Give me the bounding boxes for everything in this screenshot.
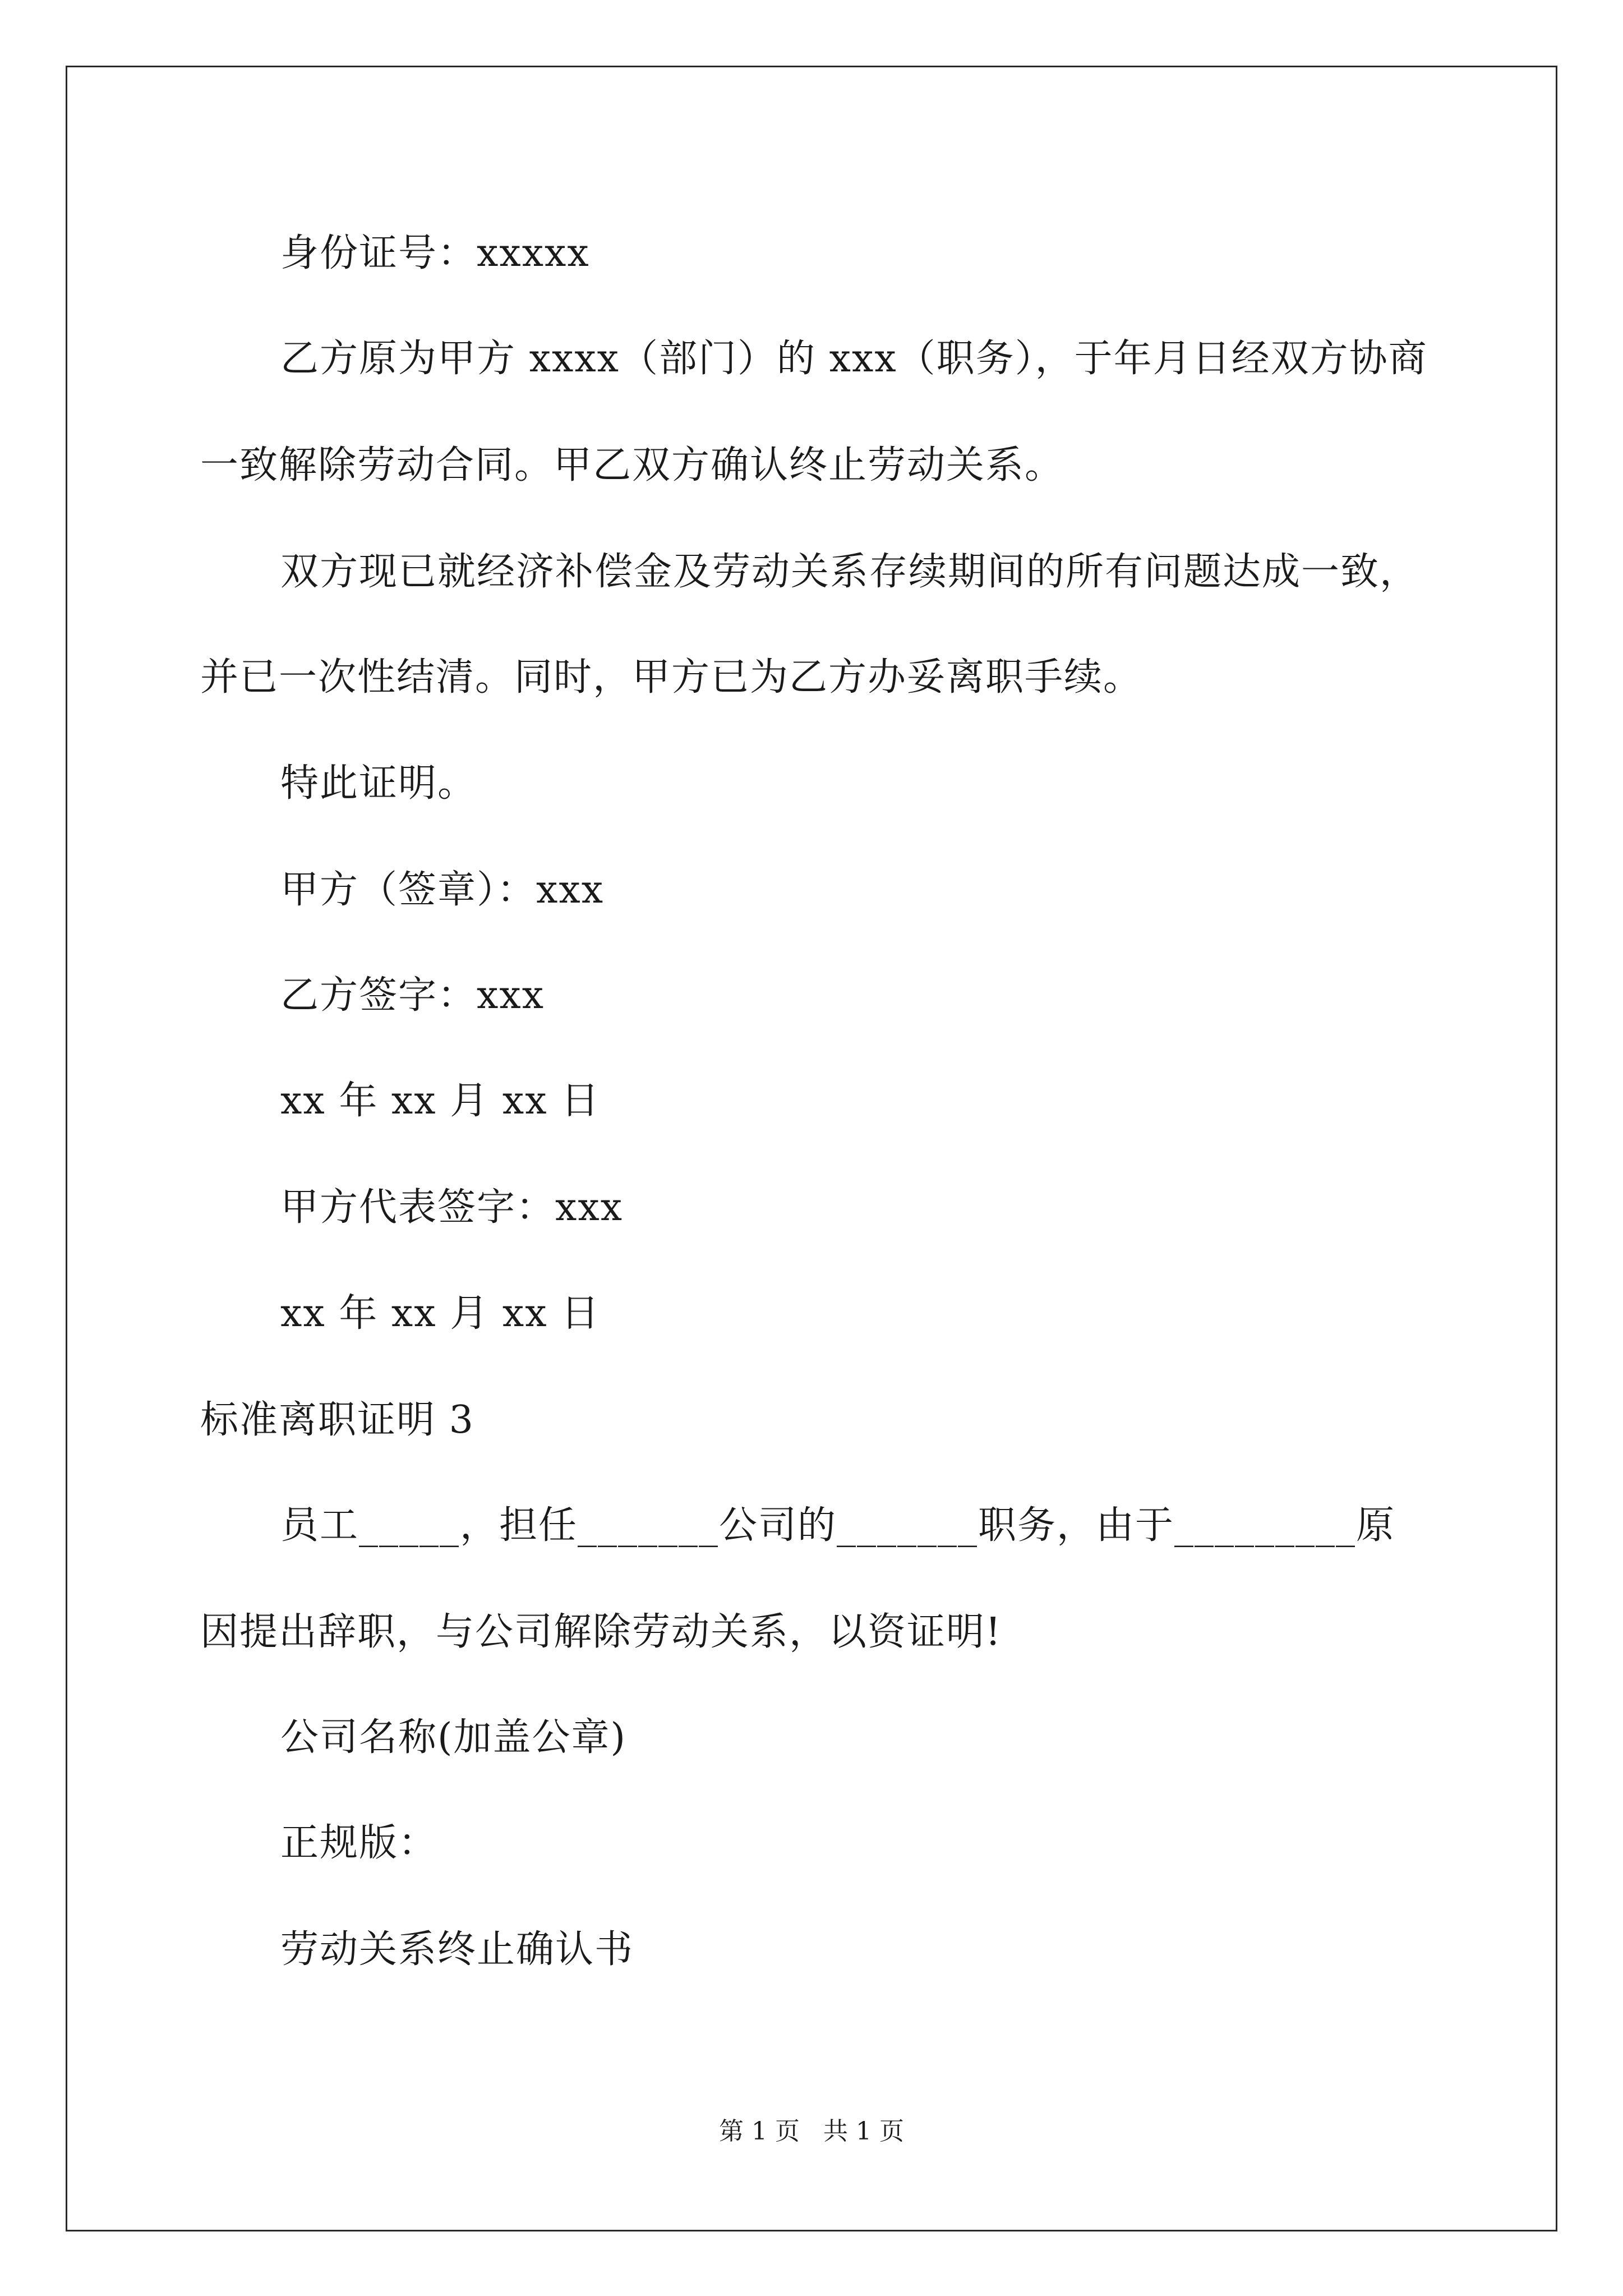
section-title: 标准离职证明 3 [200, 1398, 474, 1442]
page-border [66, 66, 1557, 2231]
certification-line: 特此证明。 [280, 761, 477, 806]
party-b-signature-line: 乙方签字：xxx [280, 973, 545, 1018]
body-paragraph-line: 乙方原为甲方 xxxx（部门）的 xxx（职务），于年月日经双方协商 [280, 337, 1428, 381]
version-label-line: 正规版： [280, 1821, 438, 1865]
body-paragraph-line: 因提出辞职，与公司解除劳动关系，以资证明! [200, 1610, 1002, 1654]
date-line: xx 年 xx 月 xx 日 [280, 1291, 601, 1336]
body-paragraph-line: 一致解除劳动合同。甲乙双方确认终止劳动关系。 [200, 443, 1064, 487]
body-paragraph-line: 员工_____，担任_______公司的_______职务，由于_________原 [280, 1503, 1396, 1548]
company-name-line: 公司名称(加盖公章) [280, 1715, 627, 1760]
body-paragraph-line: 双方现已就经济补偿金及劳动关系存续期间的所有问题达成一致， [280, 550, 1419, 594]
date-line: xx 年 xx 月 xx 日 [280, 1079, 601, 1123]
page-number-footer: 第 1 页 共 1 页 [719, 2117, 904, 2146]
body-paragraph-line: 并已一次性结清。同时，甲方已为乙方办妥离职手续。 [200, 655, 1143, 700]
party-a-rep-signature-line: 甲方代表签字：xxx [280, 1185, 624, 1230]
document-title-line: 劳动关系终止确认书 [280, 1927, 634, 1972]
id-number-line: 身份证号：xxxxx [280, 231, 590, 275]
party-a-seal-line: 甲方（签章）：xxx [280, 868, 605, 912]
